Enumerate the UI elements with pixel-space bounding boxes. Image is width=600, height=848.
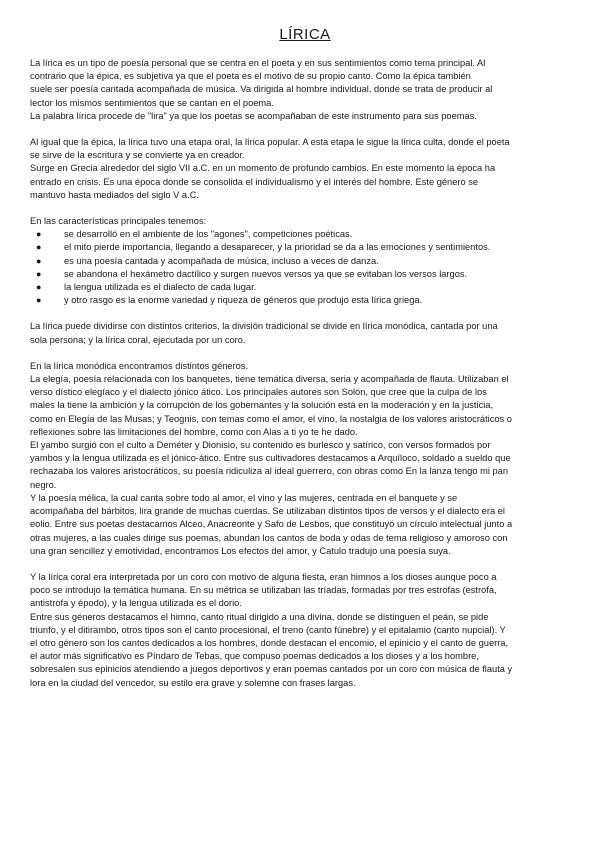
text-line: Al igual que la épica, la lírica tuvo una etapa oral, la lírica popular. A esta etapa le sigue la lírica culta, donde el poeta — [30, 137, 510, 148]
text-line: Y la poesía mélica, la cual canta sobre todo al amor, el vino y las mujeres, centrada en el banquete y se — [30, 492, 458, 503]
bullet-icon: ● — [36, 282, 42, 293]
text-line: como en Elegía de las Musas; y Teognis, con temas como el amor, el vino, la nostalgia de los valores aristocráticos o — [30, 413, 512, 424]
text-line: La palabra lírica procede de "lira" ya que los poetas se acompañaban de este instrumento para sus poemas. — [30, 110, 477, 121]
text-line: El yambo surgió con el culto a Deméter y Dionisio, su contenido es burlesco y satírico, con versos formados por — [30, 440, 491, 451]
bullet-icon: ● — [36, 268, 42, 279]
list-item-text: es una poesía cantada y acompañada de música, incluso a veces de danza. — [64, 255, 379, 266]
text-line: el otro género son los cantos dedicados a los hombres, donde destacan el encomio, el epinicio y el canto de guerra, — [30, 637, 509, 648]
characteristics-list — [30, 228, 580, 307]
bullet-icon: ● — [36, 242, 42, 253]
characteristics-intro: En las características principales tenemos: — [30, 216, 207, 227]
paragraph — [30, 320, 580, 346]
text-line: otras mujeres, a las cuales dirige sus poemas, abundan los cantos de boda y odas de tema religioso y amoroso con — [30, 532, 508, 543]
text-line: mantuvo hasta mediados del siglo V a.C. — [30, 189, 199, 200]
document-page — [30, 22, 580, 703]
text-line: el autor más significativo es Píndaro de Tebas, que compuso poemas dedicados a los dioses y a los hombre, — [30, 651, 479, 662]
body-paragraphs — [30, 320, 580, 689]
text-line: En la lírica monódica encontramos distintos géneros. — [30, 360, 249, 371]
text-line: negro. — [30, 479, 57, 490]
list-item-text: se abandona el hexámetro dactílico y surgen nuevos versos ya que se evitaban los versos largos. — [64, 268, 468, 279]
text-line: La elegía, poesía relacionada con los banquetes, tiene temática diversa, seria y acompañada de flauta. Utilizaban el — [30, 374, 509, 385]
paragraph — [30, 571, 580, 690]
text-line: sola persona; y la lírica coral, ejecutada por un coro. — [30, 334, 246, 345]
text-line: suele ser poesía cantada acompañada de música. Va dirigida al hombre individual, donde se trata de producir al — [30, 84, 493, 95]
bullet-icon: ● — [36, 295, 42, 306]
text-line: una gran sencillez y emotividad, encontramos Los efectos del amor, y Catulo tradujo una poesía suya. — [30, 545, 451, 556]
text-line: Surge en Grecia alrededor del siglo VII a.C. en un momento de profundo cambios. En este momento la época ha — [30, 163, 496, 174]
list-item-text: el mito pierde importancia, llegando a desaparecer, y la prioridad se da a las emociones y sentimientos. — [64, 242, 491, 253]
list-item — [30, 255, 580, 268]
text-line: yambos y la lengua utilizada es el jónico-ático. Entre sus cultivadores destacamos a Arquíloco, soldado a sueldo que — [30, 453, 511, 464]
text-line: La lírica puede dividirse con distintos criterios, la división tradicional se divide en lírica monódica, cantada por una — [30, 321, 498, 332]
text-line: La lírica es un tipo de poesía personal que se centra en el poeta y en sus sentimientos como tema principal. Al — [30, 58, 486, 68]
characteristics-section — [30, 215, 580, 307]
paragraph — [30, 360, 580, 558]
text-line: rechazaba los valores aristocráticos, su poesía ridiculiza al ideal guerrero, con obras como En la lanza tengo mi pan — [30, 466, 509, 477]
text-line: antistrofa y épodo), y la lengua utilizada es el dorio. — [30, 598, 242, 609]
text-line: sobresalen sus epinicios atendiendo a juegos deportivos y eran poemas cantados por un coro con música de flauta y — [30, 664, 513, 675]
list-item-text: la lengua utilizada es el dialecto de cada lugar. — [64, 282, 257, 293]
text-line: eolio. Entre sus poetas destacamos Alceo, Anacreonte y Safo de Lesbos, que constituyó un círculo intelectual junto a — [30, 519, 513, 530]
text-line: Entre sus géneros destacamos el himno, canto ritual dirigido a una divina, donde se distinguen el peán, se pide — [30, 611, 489, 622]
list-item — [30, 294, 580, 307]
text-line: acompañaba del bárbitos, lira grande de muchas cuerdas. Se utilizaban distintos tipos de versos y el dialecto era el — [30, 506, 505, 517]
text-line: triunfo, y el ditirambo, otros tipos son el canto procesional, el treno (canto fúnebre) y el epitalamio (canto nupcial). Y — [30, 624, 506, 635]
paragraph — [30, 136, 580, 202]
text-line: males la tiene la ambición y la corrupción de los gobernantes y la solución está en la moderación y en la justicia, — [30, 400, 494, 411]
text-line: entrado en crisis. Es una época donde se consolida el individualismo y el interés del hombre. Este género se — [30, 176, 479, 187]
list-item — [30, 241, 580, 254]
text-line: lector los mismos sentimientos que se cantan en el poema. — [30, 97, 274, 108]
text-line: Y la lírica coral era interpretada por un coro con motivo de alguna fiesta, eran himnos a los dioses aunque poco a — [30, 571, 497, 582]
bullet-icon: ● — [36, 229, 42, 240]
text-line: contrario que la épica, es subjetiva ya que el poeta es el motivo de su propio canto. Como la épica también — [30, 71, 471, 82]
list-item-text: y otro rasgo es la enorme variedad y riqueza de géneros que produjo esta lírica griega. — [64, 295, 423, 306]
paragraph — [30, 57, 580, 123]
intro-paragraphs — [30, 57, 580, 202]
text-line: lora en la ciudad del vencedor, su estilo era grave y solemne con frases largas. — [30, 677, 356, 688]
text-line: se sirve de la escritura y se convierte ya en creador. — [30, 150, 245, 161]
text-line: poco se introdujo la temática humana. En su métrica se utilizaban las tríadas, formadas por tres estrofas (estrofa, — [30, 585, 497, 596]
text-line: reflexiones sobre las limitaciones del hombre, como con Alas a ti yo te he dado. — [30, 426, 358, 437]
text-line: verso dístico elegíaco y el dialecto jónico ático. Los principales autores son Solón, que cree que la culpa de los — [30, 387, 487, 398]
list-item-text: se desarrolló en el ambiente de los "agones", competiciones poéticas. — [64, 229, 353, 240]
bullet-icon: ● — [36, 255, 42, 266]
list-item — [30, 228, 580, 241]
list-item — [30, 281, 580, 294]
page-title: LÍRICA — [279, 26, 331, 43]
list-item — [30, 268, 580, 281]
